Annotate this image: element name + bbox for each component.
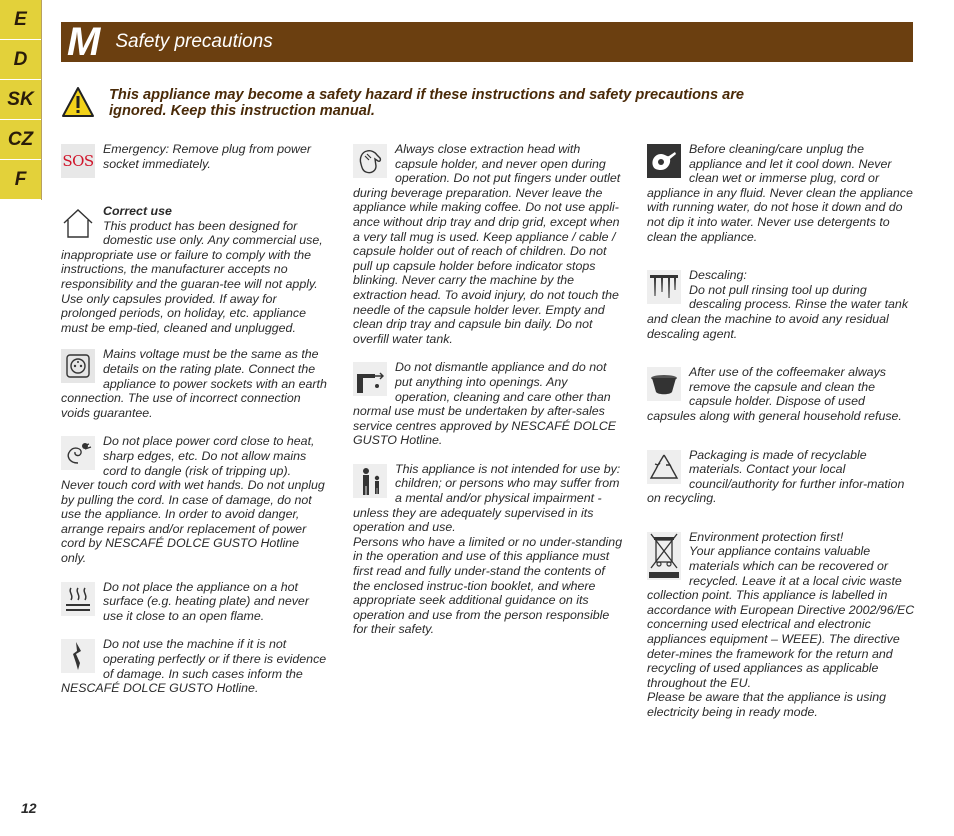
cord-text: Do not place power cord close to heat, sharp edges, etc. Do not allow mains cord to dangle (risk of tripping up). Never touch cord with wet hands. Do not unplug by pulling the cord. In case of damage, do not use the appliance. In order to avoid danger, arrange repairs and/or replacement of power cord by NESCAFÉ DOLCE GUSTO Hotline only.	[61, 434, 325, 566]
packaging-item	[647, 448, 915, 506]
person-child-icon	[353, 464, 387, 498]
extraction-text: Always close extraction head with capsule holder, and never open during operation. Do not put fingers under outlet during beverage preparation. Never leave the appliance while making coffee. Do not use appli-ance without drip tray and drip grid, except when a very tall mug is used. Keep appliance / cable / capsule holder out of reach of children. Do not pull up capsule holder before indicator stops blinking. Never carry the machine by the extraction head. To avoid injury, do not touch the needle of the capsule holder lever. Empty and clean drip tray and capsule bin daily. Do not overfill water tank.	[353, 142, 621, 346]
cleaning-item	[647, 142, 915, 244]
section-header	[61, 22, 913, 62]
voltage-item	[61, 347, 327, 420]
hot-surface-text: Do not place the appliance on a hot surface (e.g. heating plate) and never use it close to an open flame.	[103, 579, 309, 623]
descaling-title: Descaling:	[689, 268, 747, 283]
warning-triangle-icon	[61, 86, 95, 118]
hot-surface-icon	[61, 582, 95, 616]
persons-item	[353, 462, 625, 637]
power-cord-icon	[61, 436, 95, 470]
environment-title: Environment protection first!	[689, 529, 844, 544]
hot-surface-item	[61, 580, 327, 624]
emergency-item	[61, 142, 327, 180]
language-tabs	[0, 0, 42, 200]
dismantle-tool-icon	[353, 362, 387, 396]
house-icon	[61, 206, 95, 240]
cleaning-text: Before cleaning/care unplug the appliance and let it cool down. Never clean wet or immerse plug, cord or appliance in any fluid. Never clean the appliance with running water, do not hose it down and do not dip it into water. Never use detergents to clean the appliance.	[647, 142, 913, 244]
damage-icon	[61, 639, 95, 673]
extraction-item	[353, 142, 625, 346]
persons-text: This appliance is not intended for use by: children; or persons who may suffer from a mental and/or physical impairment - unless they are adequately supervised in its operation and use.	[353, 461, 621, 535]
capsule-text: After use of the coffeemaker always remove the capsule and clean the capsule holder. Dispose of used capsules along with general household refuse.	[647, 365, 902, 423]
emergency-text: Emergency: Remove plug from power socket immediately.	[103, 142, 311, 171]
persons-text-2: Persons who have a limited or no under-standing in the operation and use of this appliance must first read and fully under-stand the contents of the enclosed instruc-tion booklet, and where appropriate seek additional guidance on its operation and use from the person responsible for their safety.	[353, 534, 623, 637]
packaging-text: Packaging is made of recyclable materials. Contact your local council/authority for further infor-mation on recycling.	[647, 447, 905, 506]
section-letter: M	[67, 20, 100, 64]
capsule-icon	[647, 367, 681, 401]
environment-text: Your appliance contains valuable materials which can be recovered or recycled. Leave it at a local civic waste collection point. This appliance is labelled in accordance with European Directive 2002/96/EC concerning used electrical and electronic appliances equipment – WEEE). The directive deter-mines the framework for the return and recycling of used appliances as applicable throughout the EU.	[647, 544, 915, 690]
cleaning-icon	[647, 144, 681, 178]
capsule-item	[647, 365, 915, 423]
cord-item	[61, 434, 327, 565]
lang-tab-sk[interactable]: SK	[0, 80, 41, 120]
voltage-text: Mains voltage must be the same as the details on the rating plate. Connect the appliance to power sockets with an earth connection. The use of incorrect connection voids guarantee.	[61, 347, 327, 420]
correct-use-text: This product has been designed for domestic use only. Any commercial use, inappropriate use or failure to comply with the instructions, the manufacturer accepts no responsibility and the guaran-tee will not apply. Use only capsules provided. If away for prolonged periods, on holiday, etc. appliance must be emp-tied, cleaned and unplugged.	[61, 218, 323, 335]
sos-icon: SOS	[61, 144, 95, 178]
column-1	[61, 142, 327, 696]
damage-text: Do not use the machine if it is not operating perfectly or if there is evidence of damage. In such cases inform the NESCAFÉ DOLCE GUSTO Hotline.	[61, 637, 327, 696]
correct-use-title: Correct use	[103, 204, 172, 218]
hand-icon	[353, 144, 387, 178]
section-title: Safety precautions	[115, 31, 273, 52]
socket-icon	[61, 349, 95, 383]
correct-use-item	[61, 204, 327, 335]
descaling-item	[647, 268, 915, 341]
lang-tab-e[interactable]: E	[0, 0, 41, 40]
damage-item	[61, 637, 327, 695]
page-number: 12	[21, 800, 37, 816]
crossed-bin-icon	[647, 532, 681, 580]
lang-tab-cz[interactable]: CZ	[0, 120, 41, 160]
lang-tab-f[interactable]: F	[0, 160, 41, 200]
dismantle-text: Do not dismantle appliance and do not put anything into openings. Any operation, cleaning and care other than normal use must be undertaken by after-sales service centres approved by NESCAFÉ DOLCE GUSTO Hotline.	[353, 360, 617, 448]
column-3	[647, 142, 915, 720]
descaling-text: Do not pull rinsing tool up during descaling process. Rinse the water tank and clean the machine to avoid any residual descaling agent.	[647, 282, 909, 341]
dismantle-item	[353, 360, 625, 448]
lang-tab-d[interactable]: D	[0, 40, 41, 80]
electricity-text: Please be aware that the appliance is using electricity being in ready mode.	[647, 690, 887, 719]
column-2	[353, 142, 625, 637]
warning-text: This appliance may become a safety hazard if these instructions and safety precautions are ignored. Keep this instruction manual.	[109, 87, 745, 119]
recycle-icon	[647, 450, 681, 484]
environment-item	[647, 530, 915, 720]
descaling-icon	[647, 270, 681, 304]
